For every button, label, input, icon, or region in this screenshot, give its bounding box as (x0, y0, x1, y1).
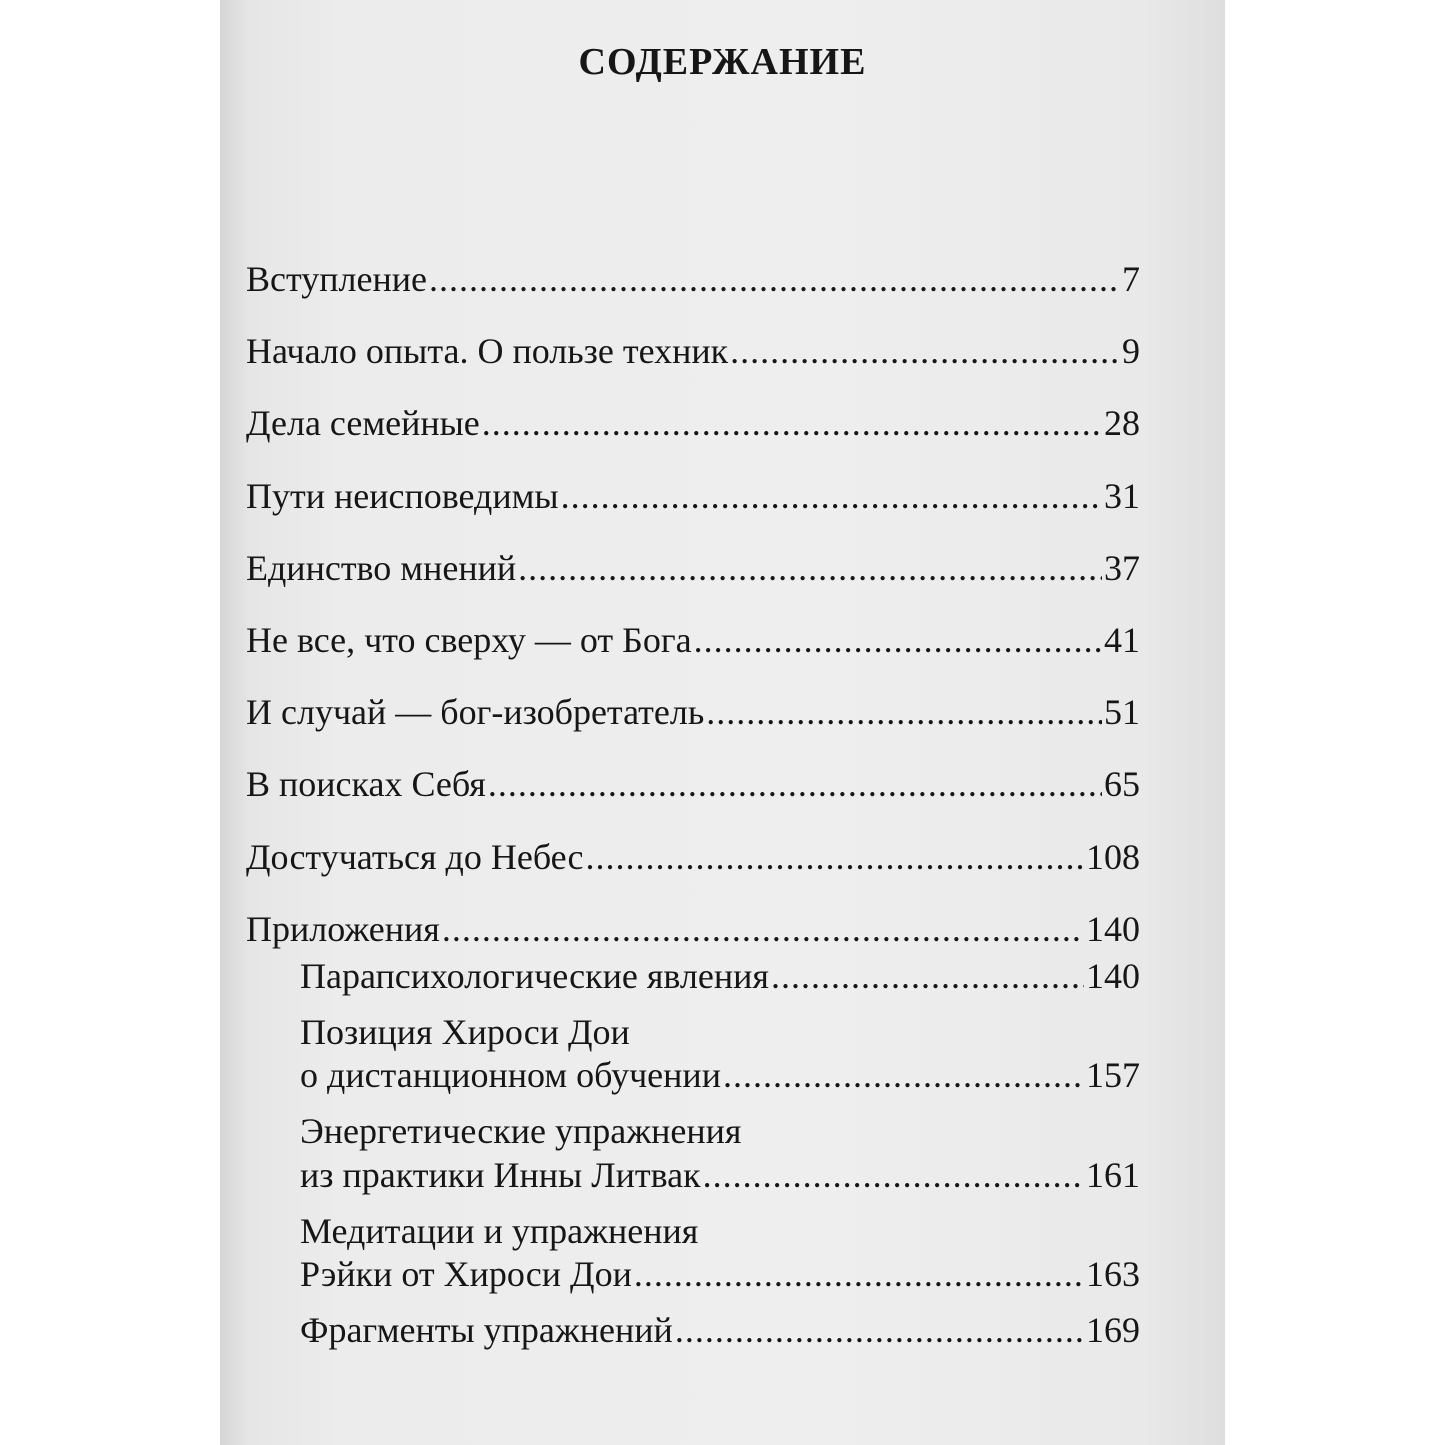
toc-subentry-label: Фрагменты упражнений (300, 1310, 673, 1351)
toc-entry-page: 31 (1104, 475, 1140, 516)
dot-leader (771, 955, 1084, 998)
toc-subentry-page: 161 (1086, 1154, 1140, 1195)
toc-entry-page: 51 (1104, 692, 1140, 733)
dot-leader (675, 1309, 1084, 1352)
toc-entry (246, 330, 1140, 373)
dot-leader (429, 258, 1120, 301)
dot-leader (518, 547, 1102, 590)
page-title: СОДЕРЖАНИЕ (578, 41, 867, 83)
dot-leader (488, 763, 1102, 806)
toc-subentry-page: 163 (1086, 1254, 1140, 1294)
dot-leader (723, 1054, 1084, 1097)
toc-subentry (300, 1309, 1140, 1352)
toc-subentry-first-line: Энергетические упражнения (300, 1111, 742, 1152)
toc-subentry-page: 157 (1086, 1055, 1140, 1096)
dot-leader (442, 908, 1084, 951)
toc-entry-label: Не все, что сверху — от Бога (246, 619, 692, 660)
toc-entry (246, 402, 1140, 445)
toc-subentry-page: 169 (1086, 1310, 1140, 1351)
toc-subentry (300, 1110, 1140, 1196)
toc-subentry-row (300, 1154, 1140, 1197)
dot-leader (561, 475, 1102, 518)
toc-subentry (300, 1210, 1140, 1296)
toc-entry-label: Достучаться до Небес (246, 836, 584, 877)
toc-entry (246, 547, 1140, 590)
toc-entry (246, 619, 1140, 662)
toc-subentry-row (300, 1054, 1140, 1097)
toc-subentry-label: Парапсихологические явления (300, 955, 769, 996)
toc-subentry-row (300, 1309, 1140, 1352)
dot-leader (634, 1253, 1084, 1296)
toc-entry (246, 908, 1140, 951)
toc-entry-label: Единство мнений (246, 547, 517, 588)
dot-leader (586, 836, 1084, 879)
toc-entry-page: 140 (1086, 908, 1140, 949)
toc-entry-label: Вступление (246, 259, 427, 299)
toc-entry (246, 836, 1140, 879)
dot-leader (730, 330, 1120, 373)
toc-entry (246, 691, 1140, 734)
dot-leader (482, 402, 1102, 445)
toc-entry-page: 7 (1122, 259, 1140, 299)
toc-subentry (300, 1011, 1140, 1097)
toc-subentry-label: из практики Инны Литвак (300, 1154, 701, 1195)
dot-leader (706, 691, 1102, 734)
toc-entry-page: 37 (1104, 547, 1140, 588)
toc-subentry (300, 955, 1140, 998)
dot-leader (703, 1154, 1084, 1197)
toc-entry-page: 108 (1086, 836, 1140, 877)
toc-entry-label: Приложения (246, 908, 440, 949)
toc-entry (246, 475, 1140, 518)
toc-entry-label: Пути неисповедимы (246, 475, 559, 516)
toc-entry-label: Дела семейные (246, 403, 480, 444)
toc-subentry-first-line: Медитации и упражнения (300, 1210, 699, 1251)
toc-entry-page: 9 (1122, 331, 1140, 372)
toc-subentry-label: Рэйки от Хироси Дои (300, 1254, 632, 1294)
toc-entry-label: Начало опыта. О пользе техник (246, 331, 729, 372)
toc-entry (246, 763, 1140, 806)
book-page (220, 0, 1225, 1445)
toc-entry-label: В поисках Себя (246, 764, 486, 805)
toc-entry-page: 41 (1104, 619, 1140, 660)
toc-subentry-page: 140 (1086, 955, 1140, 996)
toc-entry-page: 65 (1104, 764, 1140, 805)
toc-subentry-label: о дистанционном обучении (300, 1055, 721, 1096)
table-of-contents (246, 258, 1140, 1365)
toc-subentry-first-line: Позиция Хироси Дои (300, 1012, 630, 1053)
dot-leader (694, 619, 1102, 662)
toc-entry-page: 28 (1104, 403, 1140, 444)
toc-subentry-row (300, 1253, 1140, 1296)
toc-subentry-row (300, 955, 1140, 998)
toc-entry-label: И случай — бог-изобретатель (246, 692, 705, 733)
toc-entry (246, 258, 1140, 301)
